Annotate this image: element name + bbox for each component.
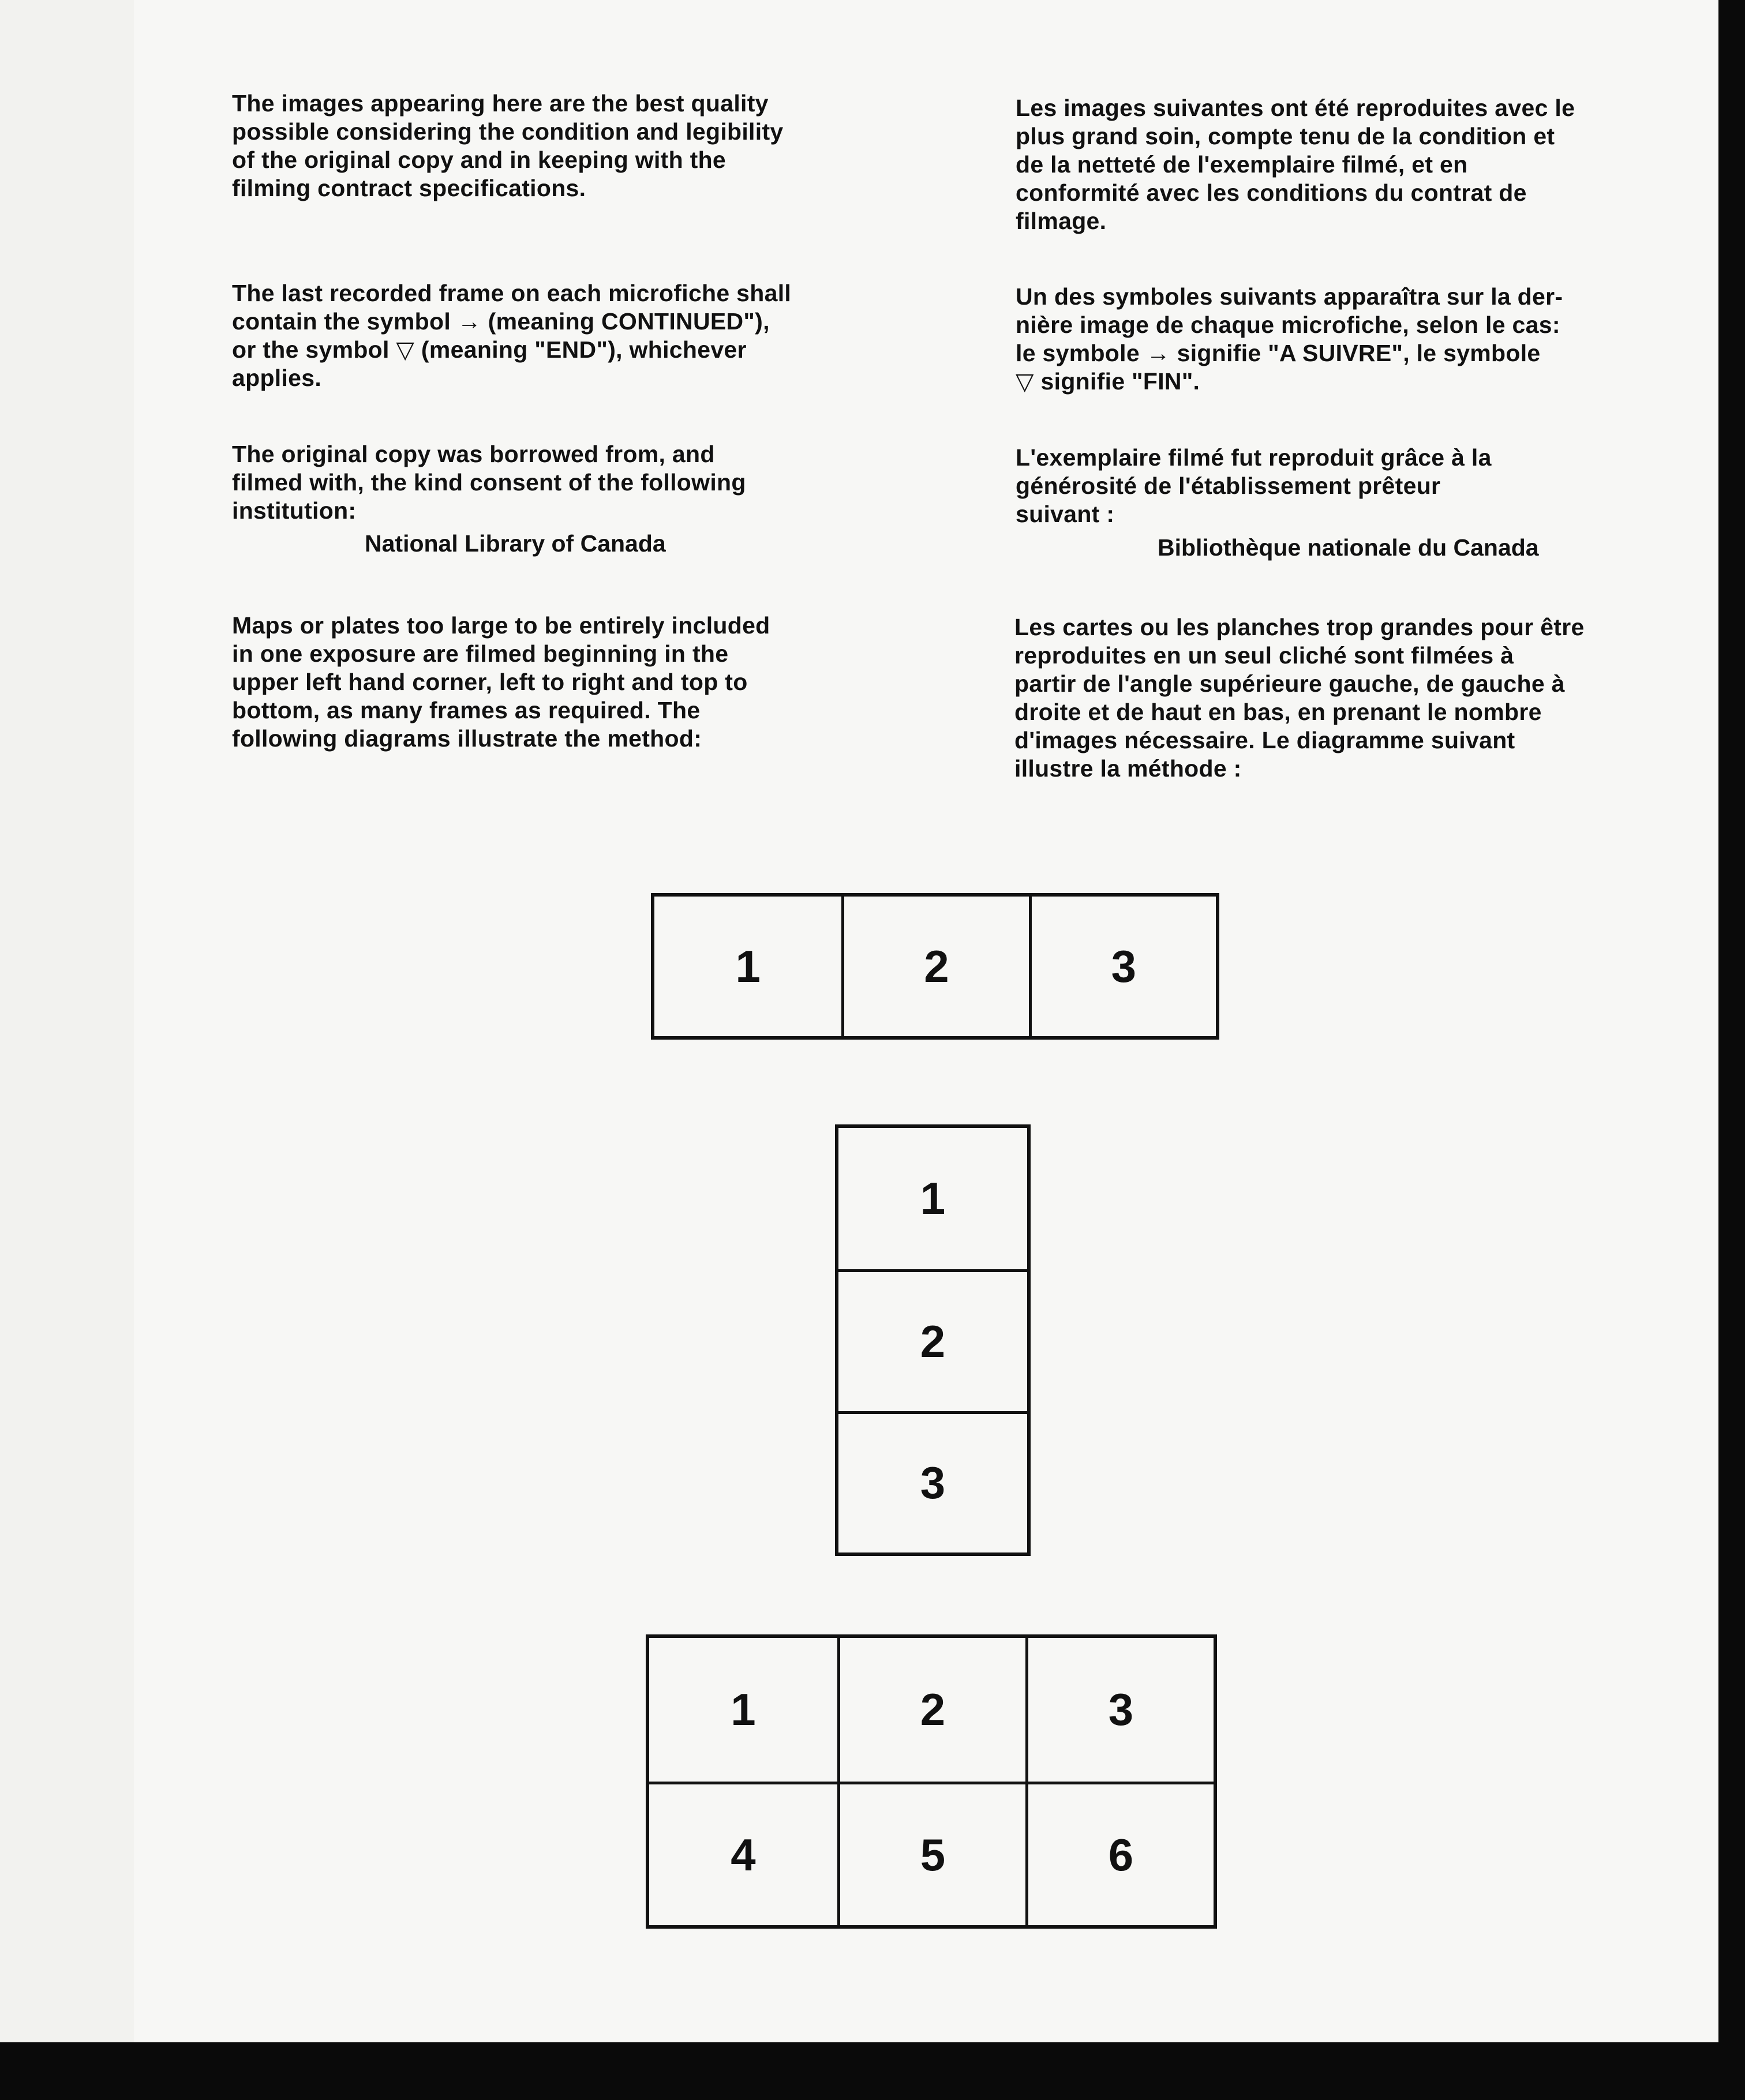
english-paragraph-symbols: The last recorded frame on each microfiche shall contain the symbol → (meaning CONTINUED"), or the symbol ▽ (meaning "END"), whichever applies. (232, 280, 792, 391)
frame-cell: 1 (735, 940, 761, 992)
frame-cell: 2 (838, 1269, 1027, 1411)
french-paragraph-quality: Les images suivantes ont été reproduites avec le plus grand soin, compte tenu de la condition et de la netteté de l'exemplaire filmé, et en conformité avec les conditions du contrat de filmage. (1016, 95, 1575, 234)
french-paragraph-institution: L'exemplaire filmé fut reproduit grâce à la générosité de l'établissement prêteur suivant : (1016, 444, 1492, 527)
frame-cell: 2 (841, 897, 1028, 1036)
right-film-edge (1718, 0, 1745, 2042)
english-paragraph-maps: Maps or plates too large to be entirely included in one exposure are filmed beginning in the upper left hand corner, left to right and top to bottom, as many frames as required. The following diagrams illustrate the method: (232, 612, 770, 752)
frame-cell: 1 (920, 1173, 946, 1224)
frame-cell: 3 (1025, 1638, 1214, 1782)
english-institution-name: National Library of Canada (365, 530, 666, 557)
frame-cell: 3 (1029, 897, 1216, 1036)
frame-cell: 1 (731, 1684, 756, 1735)
english-paragraph-institution: The original copy was borrowed from, and filmed with, the kind consent of the following institution: (232, 441, 746, 524)
diagram-vertical-frames (835, 1124, 1031, 1556)
english-paragraph-quality: The images appearing here are the best quality possible considering the condition and legibility of the original copy and in keeping with the filming contract specifications. (232, 90, 784, 201)
french-paragraph-symbols: Un des symboles suivants apparaîtra sur la der- nière image de chaque microfiche, selon le cas: le symbole → signifie "A SUIVRE", le symbole ▽ signifie "FIN". (1016, 283, 1563, 395)
diagram-horizontal-frames (651, 893, 1219, 1040)
frame-cell: 3 (838, 1411, 1027, 1552)
frame-cell: 5 (837, 1782, 1025, 1925)
frame-cell: 4 (649, 1782, 837, 1925)
diagram-matrix-frames (646, 1634, 1217, 1929)
french-institution-name: Bibliothèque nationale du Canada (1158, 534, 1539, 561)
frame-cell: 2 (837, 1638, 1025, 1782)
frame-cell: 6 (1025, 1782, 1214, 1925)
bottom-film-edge (0, 2042, 1745, 2100)
french-paragraph-maps: Les cartes ou les planches trop grandes pour être reproduites en un seul cliché sont filmées à partir de l'angle supérieure gauche, de gauche à droite et de haut en bas, en prenant le nombre d'images nécessaire. Le diagramme suivant illustre la méthode : (1014, 614, 1585, 782)
left-film-margin (0, 0, 134, 2042)
